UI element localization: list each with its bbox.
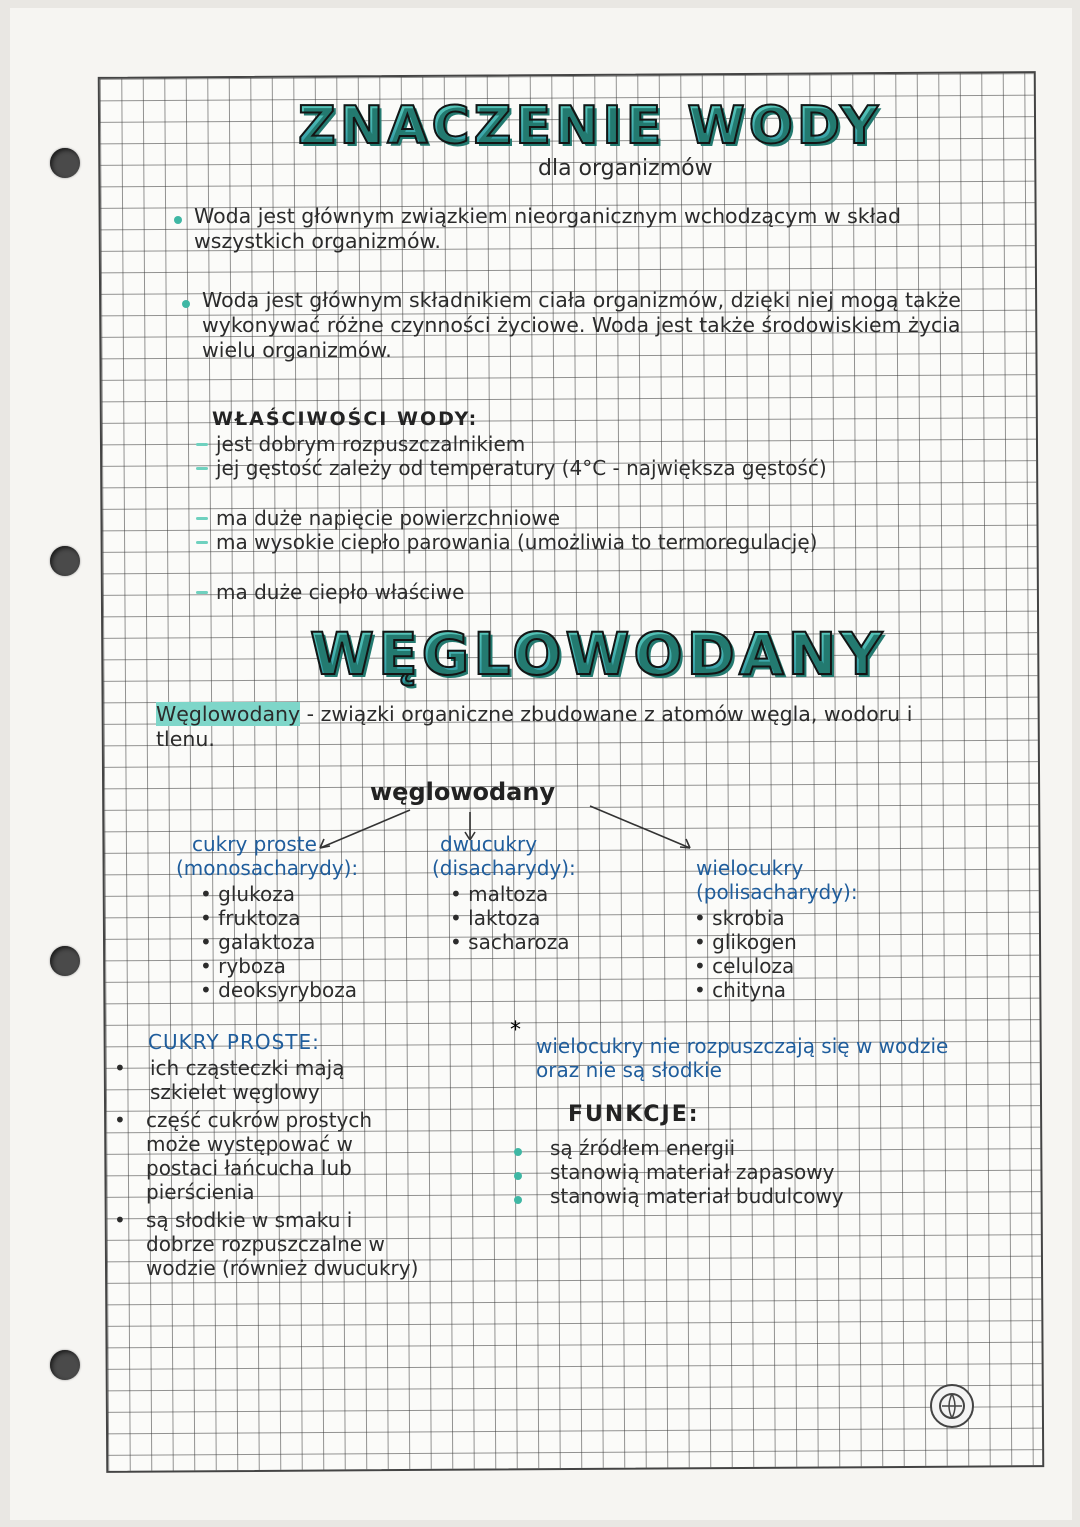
group-item: • skrobia [694,906,785,930]
arrow-right [590,806,690,848]
group-item: • galaktoza [200,930,316,954]
item-text: sacharoza [468,930,570,954]
item-text: deoksyryboza [218,978,357,1002]
water-bullet-2: Woda jest głównym składnikiem ciała organizmów, dzięki niej mogą także wykonywać różne czynności życiowe. Woda jest także środowiskiem życia wielu organizmów. [202,288,961,362]
item-text: chityna [712,978,786,1002]
function-item: stanowią materiał zapasowy [550,1160,835,1184]
simple-point: są słodkie w smaku i dobrze rozpuszczalne w wodzie (również dwucukry) [146,1208,419,1280]
binder-hole [50,1350,80,1380]
property-item: ma duże ciepło właściwe [216,580,465,604]
water-title: ZNACZENIE WODY [298,96,882,156]
definition-term: Węglowodany [156,702,301,726]
group-name: wielocukry [696,856,804,880]
dash-marker [196,467,208,470]
binder-hole [50,946,80,976]
dash-marker [196,443,208,446]
arrow-left [320,810,410,848]
property-item: jest dobrym rozpuszczalnikiem [216,432,526,456]
group-item: • deoksyryboza [200,978,357,1002]
simple-point: ich cząsteczki mają szkielet węglowy [150,1056,345,1104]
group-item: • sacharoza [450,930,570,954]
group-item: • fruktoza [200,906,301,930]
binder-hole [50,546,80,576]
dash-marker [196,541,208,544]
item-text: skrobia [712,906,785,930]
bullet-dot [514,1172,522,1180]
group-item: • maltoza [450,882,549,906]
functions-heading: FUNKCJE: [568,1102,700,1127]
bullet-dot [514,1148,522,1156]
bullet-mark: • [114,1108,126,1132]
item-text: laktoza [468,906,541,930]
bullet-dot [514,1196,522,1204]
group-item: • glukoza [200,882,295,906]
bullet-dot [182,300,190,308]
group-alt: (disacharydy): [432,856,576,880]
carbs-title: WĘGLOWODANY [310,620,887,688]
group-item: • laktoza [450,906,541,930]
group-item: • celuloza [694,954,795,978]
watermark-logo-icon [930,1384,974,1428]
carbs-definition [156,702,916,752]
bullet-mark: • [114,1208,126,1232]
simple-point: część cukrów prostych może występować w postaci łańcucha lub pierścienia [146,1108,373,1204]
function-item: są źródłem energii [550,1136,736,1160]
group-item: • ryboza [200,954,286,978]
item-text: ryboza [218,954,286,978]
item-text: fruktoza [218,906,301,930]
group-item: • chityna [694,978,786,1002]
water-bullet-1: Woda jest głównym związkiem nieorganicznym wchodzącym w skład wszystkich organizmów. [194,204,902,253]
tree-root: węglowodany [370,778,556,806]
properties-heading: WŁAŚCIWOŚCI WODY: [212,408,479,430]
item-text: maltoza [468,882,549,906]
dash-marker [196,591,208,594]
function-item: stanowią materiał budulcowy [550,1184,844,1208]
item-text: glukoza [218,882,295,906]
group-alt: (monosacharydy): [176,856,359,880]
item-text: celuloza [712,954,795,978]
bullet-dot [174,216,182,224]
item-text: galaktoza [218,930,316,954]
group-name: dwucukry [440,832,538,856]
bullet-mark: • [114,1056,126,1080]
notebook-page [10,8,1072,1520]
property-item: jej gęstość zależy od temperatury (4°C - największa gęstość) [216,456,827,480]
binder-hole [50,148,80,178]
definition-text: - związki organiczne zbudowane z atomów węgla, wodoru i tlenu. [156,702,913,751]
dash-marker [196,517,208,520]
polysaccharide-note: wielocukry nie rozpuszczają się w wodzie oraz nie są słodkie [536,1034,949,1082]
group-item: • glikogen [694,930,797,954]
note-star: * [510,1018,521,1043]
item-text: glikogen [712,930,797,954]
water-subtitle: dla organizmów [538,156,713,181]
group-name: cukry proste [192,832,317,856]
group-alt: (polisacharydy): [696,880,858,904]
property-item: ma duże napięcie powierzchniowe [216,506,561,530]
property-item: ma wysokie ciepło parowania (umożliwia to termoregulację) [216,530,818,554]
simple-sugars-heading: CUKRY PROSTE: [148,1030,320,1054]
